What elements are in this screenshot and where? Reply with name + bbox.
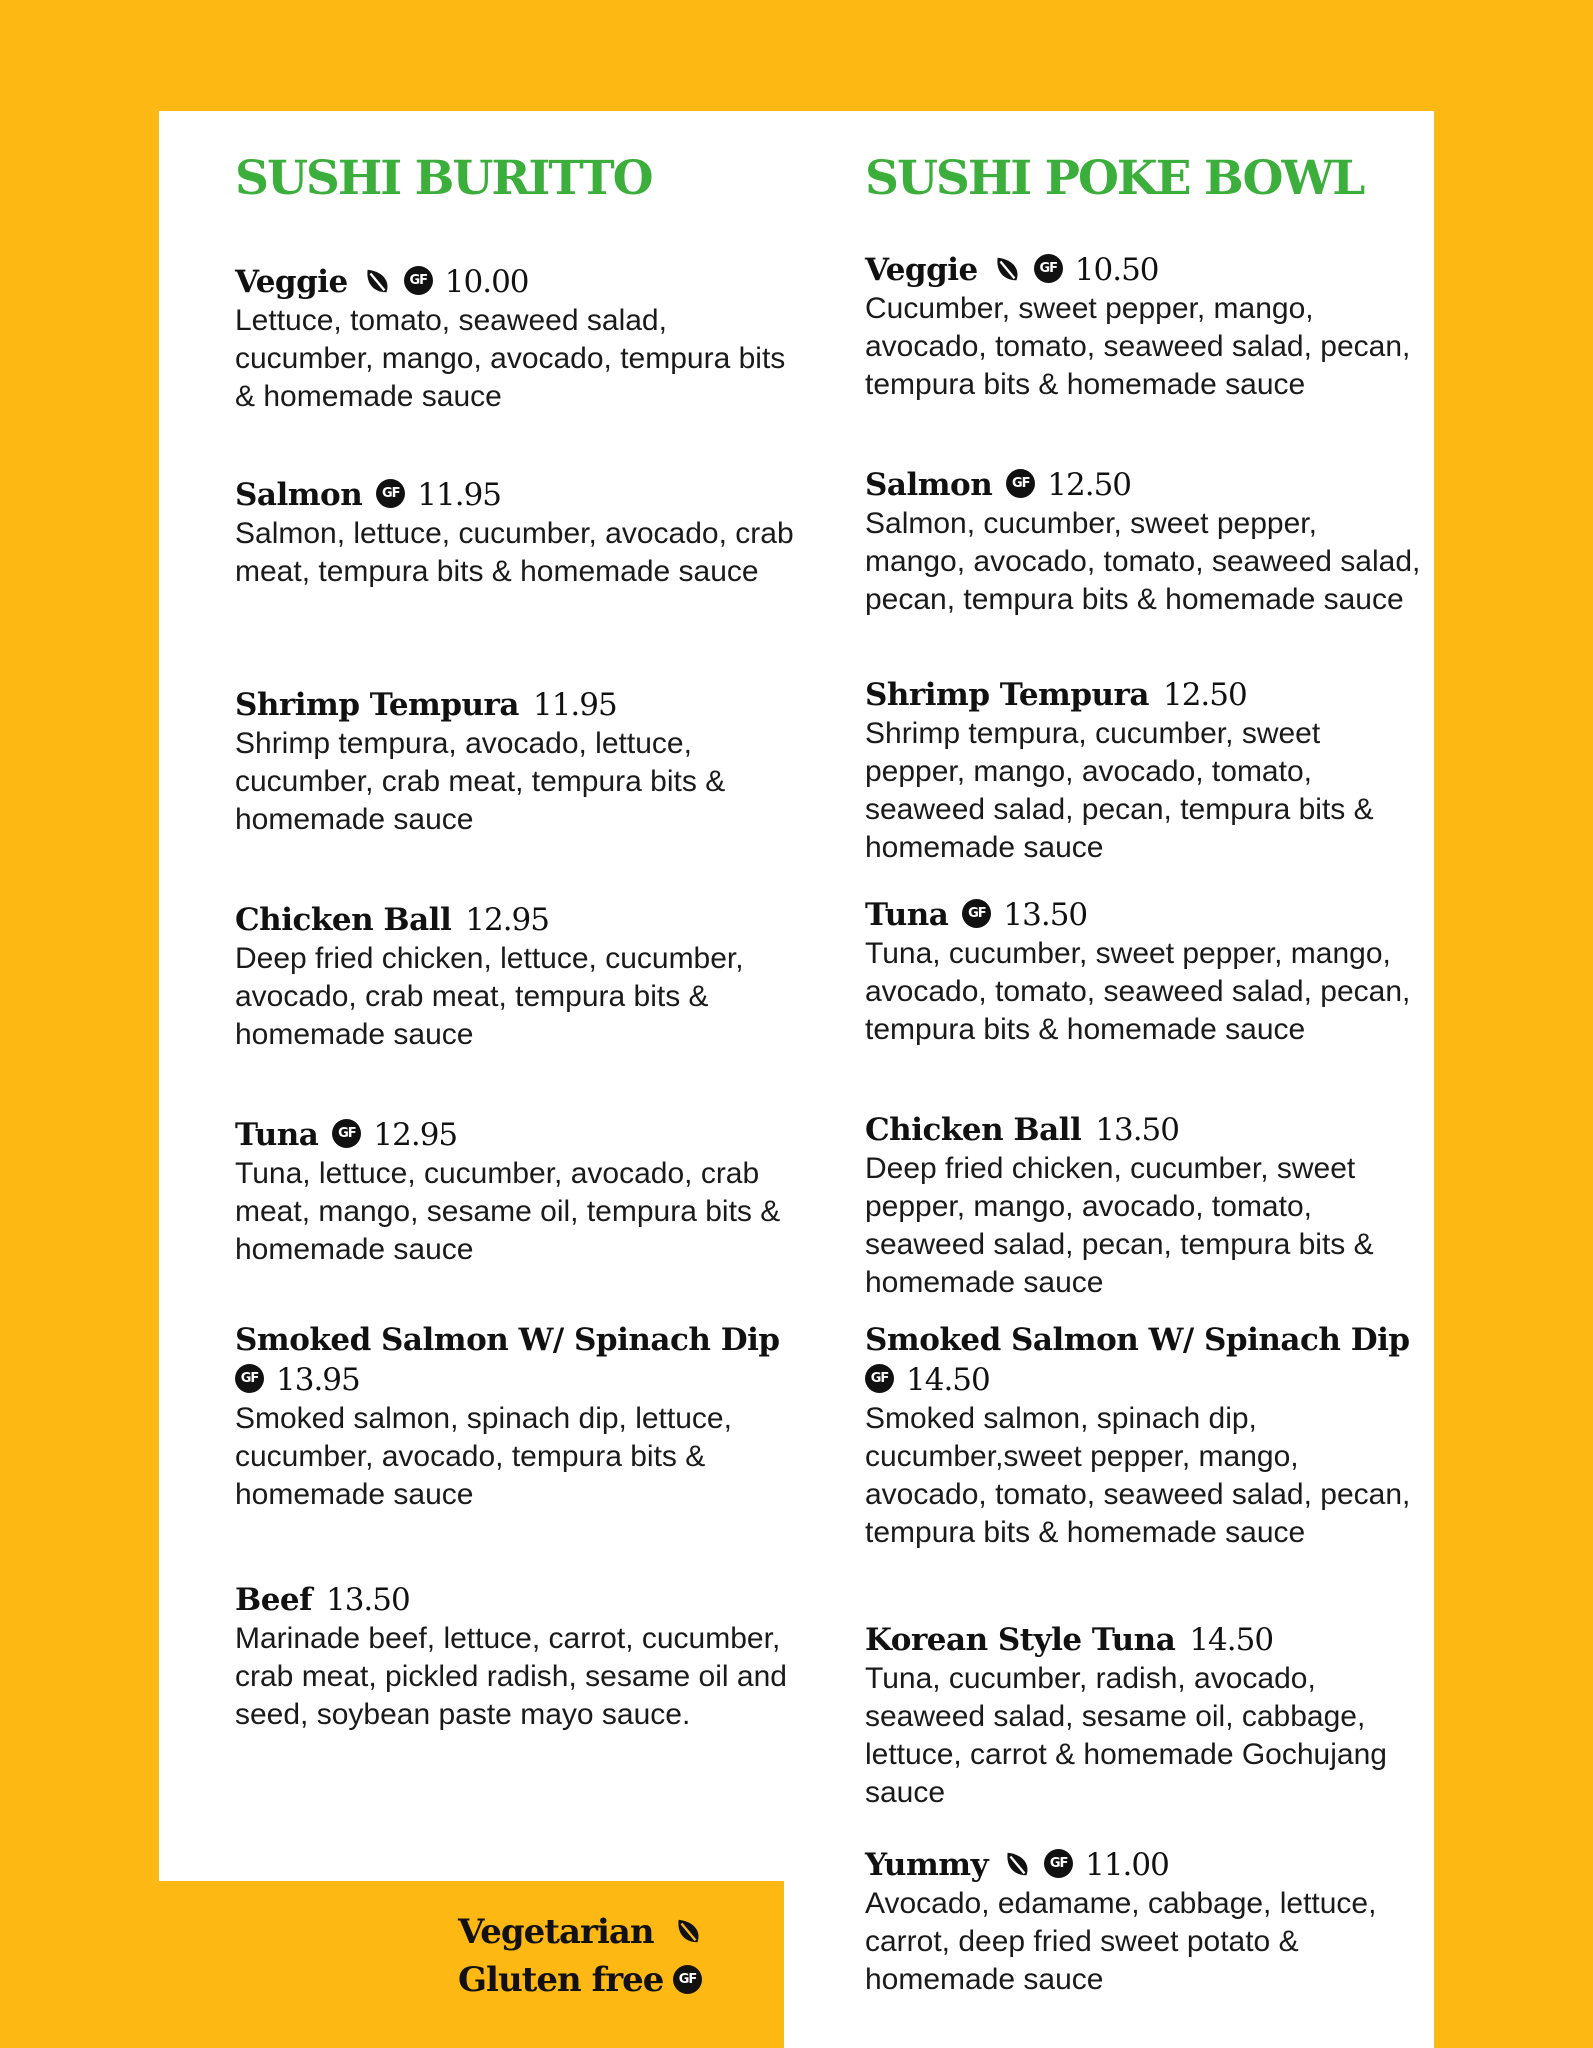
menu-item-header bbox=[235, 900, 795, 940]
menu-item-price: 13.50 bbox=[1003, 897, 1088, 933]
menu-item bbox=[235, 1115, 795, 1269]
menu-item bbox=[865, 1110, 1425, 1302]
gf-badge-icon: GF bbox=[1044, 1849, 1073, 1878]
menu-item bbox=[865, 250, 1425, 404]
menu-item-name: Beef bbox=[235, 1582, 312, 1618]
poke-section bbox=[865, 150, 1425, 1996]
menu-item-price: 11.95 bbox=[417, 477, 502, 513]
poke-title: SUSHI POKE BOWL bbox=[865, 151, 1364, 206]
menu-item bbox=[235, 685, 795, 839]
menu-item-price: 12.95 bbox=[465, 902, 549, 938]
gf-badge-icon: GF bbox=[332, 1119, 361, 1148]
menu-item-price: 10.50 bbox=[1074, 252, 1159, 288]
menu-item-name: Shrimp Tempura bbox=[235, 687, 519, 723]
menu-item-price: 11.00 bbox=[1085, 1847, 1169, 1883]
menu-item-price: 14.50 bbox=[1189, 1622, 1274, 1658]
menu-item-name: Yummy bbox=[865, 1847, 989, 1883]
menu-item-header bbox=[865, 1620, 1425, 1660]
menu-item-price: 14.50 bbox=[906, 1362, 990, 1398]
menu-item-name: Shrimp Tempura bbox=[865, 677, 1149, 713]
menu-item-price: 13.50 bbox=[325, 1582, 410, 1618]
menu-item bbox=[865, 1845, 1425, 1999]
gf-badge-icon: GF bbox=[1006, 469, 1035, 498]
menu-item-header bbox=[865, 1845, 1425, 1885]
menu-item bbox=[865, 895, 1425, 1049]
menu-item-name: Smoked Salmon W/ Spinach Dip bbox=[865, 1322, 1410, 1358]
menu-item bbox=[235, 475, 795, 591]
menu-item-name: Smoked Salmon W/ Spinach Dip bbox=[235, 1322, 780, 1358]
gf-badge-icon: GF bbox=[1034, 254, 1063, 283]
menu-item-description: Lettuce, tomato, seaweed salad, cucumber, mango, avocado, tempura bits & homemade sauce bbox=[235, 304, 786, 413]
menu-item bbox=[235, 262, 795, 416]
legend-vegetarian bbox=[458, 1908, 715, 1956]
menu-item-header bbox=[865, 465, 1425, 505]
menu-item-description: Salmon, lettuce, cucumber, avocado, crab meat, tempura bits & homemade sauce bbox=[235, 517, 794, 588]
leaf-icon bbox=[1002, 1849, 1032, 1879]
menu-item bbox=[235, 1580, 795, 1734]
legend-gluten-free-label: Gluten free bbox=[458, 1960, 664, 2000]
gf-badge-icon: GF bbox=[673, 1965, 702, 1994]
burrito-title: SUSHI BURITTO bbox=[235, 151, 652, 206]
menu-item-price: 12.50 bbox=[1162, 677, 1247, 713]
legend-vegetarian-label: Vegetarian bbox=[458, 1912, 654, 1952]
menu-item-name: Salmon bbox=[865, 467, 993, 503]
menu-item-header bbox=[235, 1320, 795, 1400]
menu-item-price: 12.95 bbox=[373, 1117, 458, 1153]
menu-item-description: Smoked salmon, spinach dip, cucumber,sweet pepper, mango, avocado, tomato, seaweed salad, pecan, tempura bits & homemade sauce bbox=[865, 1402, 1411, 1549]
menu-item bbox=[865, 1620, 1425, 1812]
menu-item-header bbox=[235, 262, 795, 302]
menu-item-description: Marinade beef, lettuce, carrot, cucumber, crab meat, pickled radish, sesame oil and seed, soybean paste mayo sauce. bbox=[235, 1622, 787, 1731]
menu-item-header bbox=[865, 895, 1425, 935]
menu-item-description: Avocado, edamame, cabbage, lettuce, carrot, deep fried sweet potato & homemade sauce bbox=[865, 1887, 1377, 1996]
menu-item-description: Deep fried chicken, lettuce, cucumber, avocado, crab meat, tempura bits & homemade sauce bbox=[235, 942, 744, 1051]
menu-item-description: Shrimp tempura, avocado, lettuce, cucumber, crab meat, tempura bits & homemade sauce bbox=[235, 727, 726, 836]
leaf-icon bbox=[362, 266, 392, 296]
menu-item-name: Veggie bbox=[865, 252, 978, 288]
menu-item-header bbox=[865, 675, 1425, 715]
gf-badge-icon: GF bbox=[962, 899, 991, 928]
gf-badge-icon: GF bbox=[404, 266, 433, 295]
menu-item-header bbox=[235, 475, 795, 515]
menu-item-description: Deep fried chicken, cucumber, sweet pepper, mango, avocado, tomato, seaweed salad, pecan, tempura bits & homemade sauce bbox=[865, 1152, 1374, 1299]
menu-item bbox=[865, 465, 1425, 619]
menu-item-price: 10.00 bbox=[444, 264, 529, 300]
burrito-section bbox=[235, 150, 795, 1731]
menu-item-header bbox=[865, 1320, 1425, 1400]
menu-item-name: Chicken Ball bbox=[865, 1112, 1082, 1148]
menu-item-price: 12.50 bbox=[1047, 467, 1132, 503]
menu-item-name: Salmon bbox=[235, 477, 363, 513]
menu-item-name: Tuna bbox=[235, 1117, 319, 1153]
menu-item-name: Korean Style Tuna bbox=[865, 1622, 1176, 1658]
menu-item-description: Tuna, cucumber, radish, avocado, seaweed salad, sesame oil, cabbage, lettuce, carrot & homemade Gochujang sauce bbox=[865, 1662, 1387, 1809]
menu-item-price: 11.95 bbox=[532, 687, 617, 723]
menu-item bbox=[865, 675, 1425, 867]
menu-item-name: Tuna bbox=[865, 897, 949, 933]
menu-item-price: 13.50 bbox=[1095, 1112, 1179, 1148]
menu-item-header bbox=[235, 1580, 795, 1620]
menu-item bbox=[235, 900, 795, 1054]
menu-item-name: Chicken Ball bbox=[235, 902, 452, 938]
menu-item bbox=[865, 1320, 1425, 1552]
menu-item-description: Shrimp tempura, cucumber, sweet pepper, mango, avocado, tomato, seaweed salad, pecan, tempura bits & homemade sauce bbox=[865, 717, 1374, 864]
menu-item-description: Tuna, cucumber, sweet pepper, mango, avocado, tomato, seaweed salad, pecan, tempura bits & homemade sauce bbox=[865, 937, 1411, 1046]
leaf-icon bbox=[992, 254, 1022, 284]
menu-item-header bbox=[235, 685, 795, 725]
leaf-icon bbox=[673, 1916, 703, 1946]
gf-badge-icon: GF bbox=[235, 1364, 264, 1393]
menu-item-name: Veggie bbox=[235, 264, 348, 300]
menu-item-header bbox=[235, 1115, 795, 1155]
legend bbox=[458, 1908, 715, 2004]
menu-item-price: 13.95 bbox=[276, 1362, 360, 1398]
menu-item bbox=[235, 1320, 795, 1514]
menu-item-description: Cucumber, sweet pepper, mango, avocado, tomato, seaweed salad, pecan, tempura bits & homemade sauce bbox=[865, 292, 1411, 401]
menu-item-header bbox=[865, 1110, 1425, 1150]
menu-item-description: Salmon, cucumber, sweet pepper, mango, avocado, tomato, seaweed salad, pecan, tempura bits & homemade sauce bbox=[865, 507, 1421, 616]
legend-gluten-free bbox=[458, 1956, 715, 2004]
menu-item-description: Tuna, lettuce, cucumber, avocado, crab meat, mango, sesame oil, tempura bits & homemade sauce bbox=[235, 1157, 781, 1266]
gf-badge-icon: GF bbox=[376, 479, 405, 508]
menu-item-description: Smoked salmon, spinach dip, lettuce, cucumber, avocado, tempura bits & homemade sauce bbox=[235, 1402, 732, 1511]
menu-item-header bbox=[865, 250, 1425, 290]
gf-badge-icon: GF bbox=[865, 1364, 894, 1393]
